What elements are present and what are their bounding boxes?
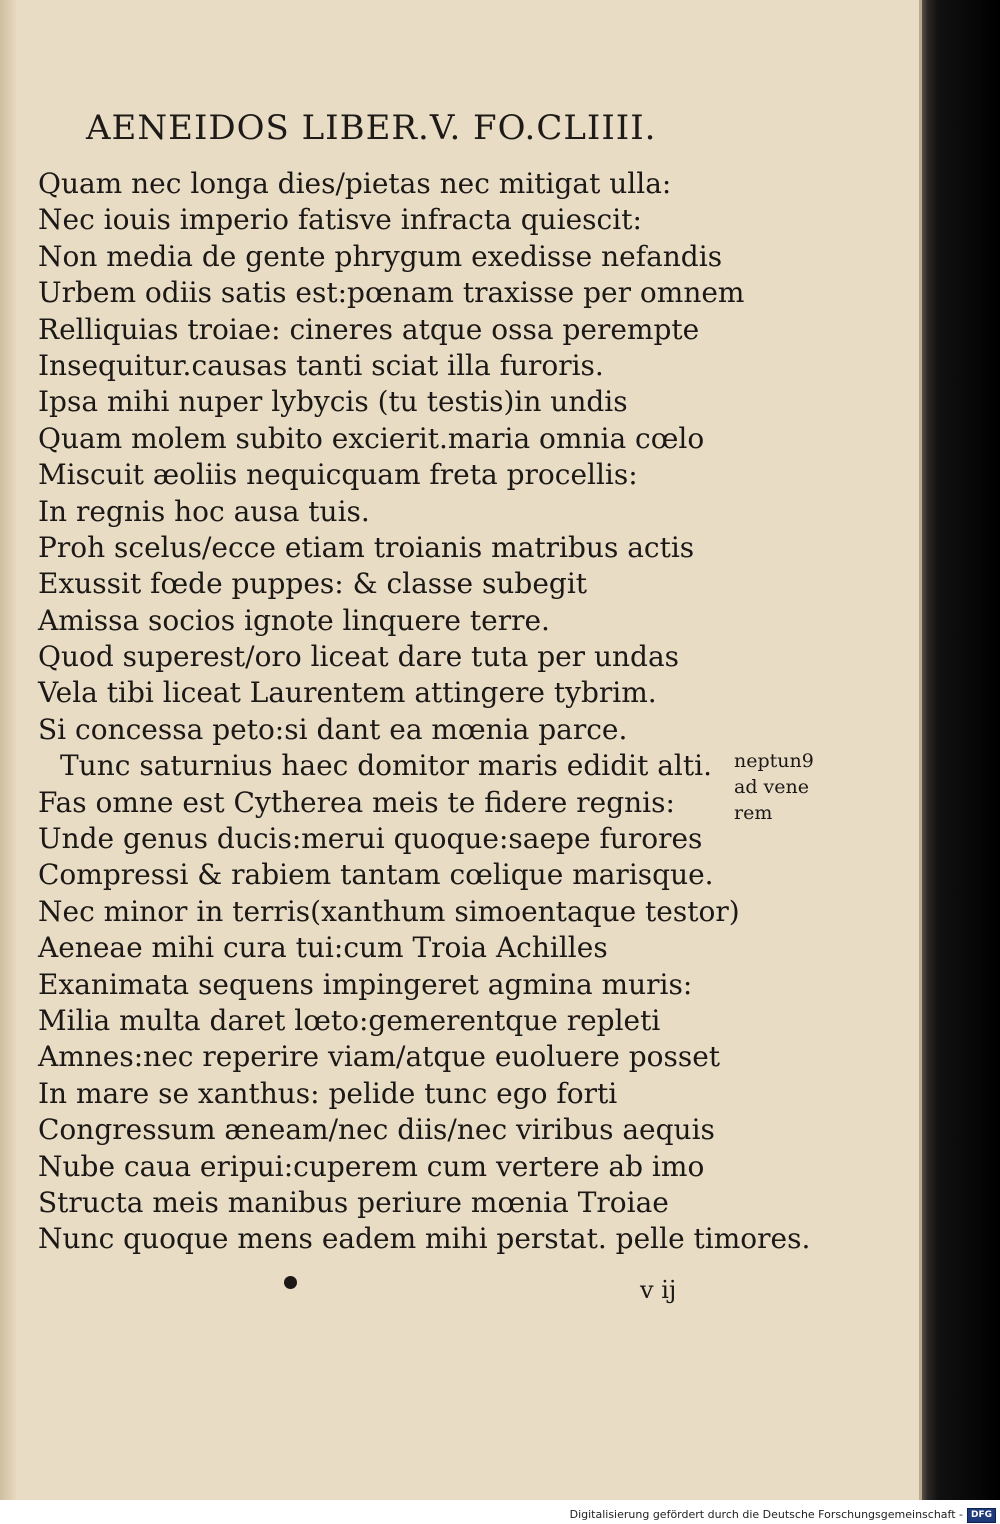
marginal-note-line: rem bbox=[734, 802, 773, 824]
verse-line: Unde genus ducis:merui quoque:saepe furores bbox=[38, 822, 703, 856]
marginal-note bbox=[734, 748, 844, 826]
verse-line: Quod superest/oro liceat dare tuta per undas bbox=[38, 640, 680, 674]
credit-text: Digitalisierung gefördert durch die Deutsche Forschungsgemeinschaft - bbox=[569, 1508, 963, 1521]
verse-line: Structa meis manibus periure mœnia Troiae bbox=[38, 1185, 669, 1219]
verse-line: Non media de gente phrygum exedisse nefandis bbox=[38, 239, 723, 273]
verse-line: Milia multa daret lœto:gemerentque repleti bbox=[38, 1003, 661, 1037]
page-gutter bbox=[0, 0, 16, 1500]
verse-line: Quam nec longa dies/pietas nec mitigat ulla: bbox=[38, 167, 672, 200]
marginal-note-line: ad vene bbox=[734, 776, 809, 798]
verse-line: Congressum æneam/nec diis/nec viribus aequis bbox=[38, 1113, 715, 1147]
verse-line: Insequitur.causas tanti sciat illa furoris. bbox=[38, 348, 604, 382]
verse-line: Si concessa peto:si dant ea mœnia parce. bbox=[38, 712, 628, 746]
verse-line: Nec minor in terris(xanthum simoentaque testor) bbox=[38, 894, 740, 928]
signature-mark: v ij bbox=[640, 1276, 677, 1304]
verse-line: Aeneae mihi cura tui:cum Troia Achilles bbox=[38, 931, 608, 965]
verse-line: Nunc quoque mens eadem mihi perstat. pelle timores. bbox=[38, 1222, 811, 1256]
verse-line: In regnis hoc ausa tuis. bbox=[38, 494, 370, 528]
verse-line: Ipsa mihi nuper lybycis (tu testis)in undis bbox=[38, 385, 628, 419]
verse-line: Tunc saturnius haec domitor maris edidit alti. bbox=[60, 749, 712, 783]
dfg-logo-icon: DFG bbox=[967, 1508, 996, 1523]
verse-line: Relliquias troiae: cineres atque ossa perempte bbox=[38, 312, 700, 346]
verse-line: Proh scelus/ecce etiam troianis matribus actis bbox=[38, 530, 695, 564]
verse-line: Miscuit æoliis nequicquam freta procellis: bbox=[38, 458, 638, 492]
verse-line: Vela tibi liceat Laurentem attingere tybrim. bbox=[38, 676, 657, 710]
verse-line: Urbem odiis satis est:pœnam traxisse per omnem bbox=[38, 276, 745, 310]
digitization-credit bbox=[570, 1507, 996, 1523]
verse-line: In mare se xanthus: pelide tunc ego forti bbox=[38, 1076, 618, 1110]
verse-line: Quam molem subito excierit.maria omnia cœlo bbox=[38, 421, 705, 455]
verse-line: Nube caua eripui:cuperem cum vertere ab imo bbox=[38, 1149, 705, 1183]
verse-line: Nec iouis imperio fatisve infracta quiescit: bbox=[38, 203, 642, 237]
running-head: AENEIDOS LIBER.V. FO.CLIIII. bbox=[86, 108, 657, 148]
verse-line: Amissa socios ignote linquere terre. bbox=[38, 603, 550, 637]
verse-line: Exanimata sequens impingeret agmina muris: bbox=[38, 967, 693, 1001]
verse-line: Amnes:nec reperire viam/atque euoluere posset bbox=[38, 1040, 721, 1074]
scan-background-edge bbox=[922, 0, 1000, 1500]
verse-line: Fas omne est Cytherea meis te fidere regnis: bbox=[38, 785, 675, 819]
verse-line: Exussit fœde puppes: & classe subegit bbox=[38, 567, 588, 601]
ink-dot bbox=[284, 1276, 297, 1289]
verse-line: Compressi & rabiem tantam cœlique marisque. bbox=[38, 858, 714, 892]
marginal-note-line: neptun9 bbox=[734, 750, 814, 772]
